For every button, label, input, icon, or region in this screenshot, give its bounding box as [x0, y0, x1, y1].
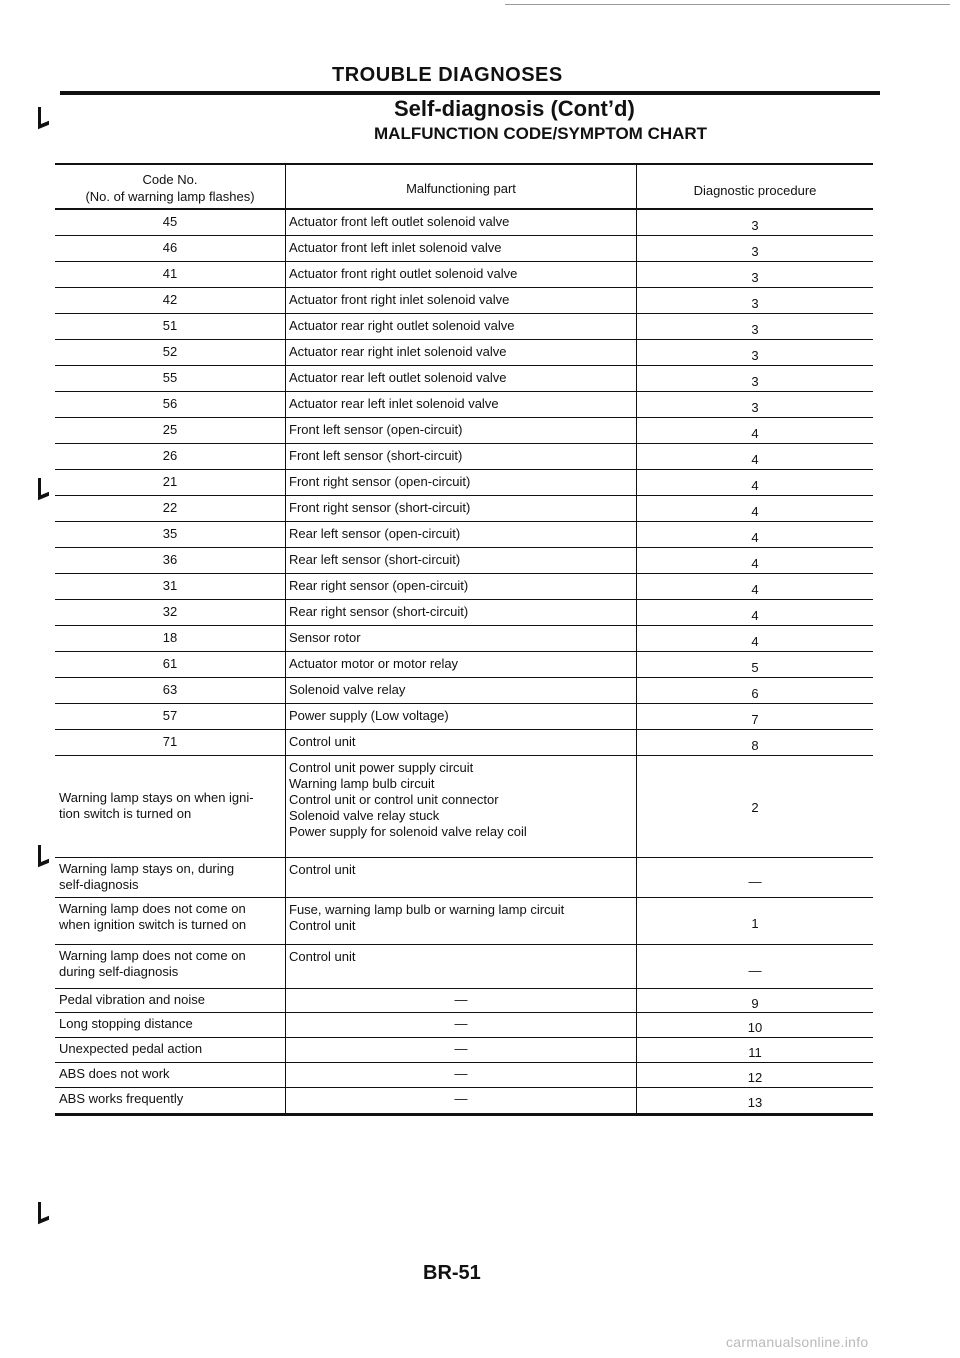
- code-number: 45: [55, 210, 286, 235]
- code-number: 46: [55, 236, 286, 261]
- code-number: 25: [55, 418, 286, 443]
- code-number: 56: [55, 392, 286, 417]
- diagnostic-procedure: 4: [751, 426, 759, 441]
- table-row: [55, 1088, 873, 1116]
- chart-title: MALFUNCTION CODE/SYMPTOM CHART: [374, 124, 708, 143]
- malfunctioning-part: Solenoid valve relay: [286, 678, 637, 703]
- symptom-label: Unexpected pedal action: [55, 1038, 286, 1062]
- symptom-label: Warning lamp does not come on when ignition switch is turned on: [55, 898, 286, 944]
- table-row: [55, 236, 873, 262]
- table-row: [55, 366, 873, 392]
- table-row: [55, 989, 873, 1013]
- header-rule: [60, 91, 880, 95]
- table-row: [55, 470, 873, 496]
- malfunctioning-part: —: [286, 1088, 637, 1113]
- diagnostic-procedure: 3: [751, 348, 759, 363]
- code-number: 51: [55, 314, 286, 339]
- code-number: 42: [55, 288, 286, 313]
- malfunctioning-part: Control unit: [286, 945, 637, 988]
- malfunctioning-part: Actuator front left outlet solenoid valve: [286, 210, 637, 235]
- table-row: [55, 1013, 873, 1038]
- diagnostic-procedure: 5: [751, 660, 759, 675]
- diagnostic-procedure: 11: [748, 1045, 762, 1060]
- top-edge-rule: [505, 4, 950, 5]
- table-row: [55, 262, 873, 288]
- diagnostic-procedure: 3: [751, 400, 759, 415]
- malfunctioning-part: Rear right sensor (open-circuit): [286, 574, 637, 599]
- subsection-title: Self-diagnosis (Cont’d): [394, 96, 635, 121]
- table-row: [55, 626, 873, 652]
- margin-revision-mark: [36, 1202, 50, 1224]
- diagnostic-procedure: 4: [751, 478, 759, 493]
- malfunctioning-part: Actuator rear right outlet solenoid valve: [286, 314, 637, 339]
- malfunctioning-part: Actuator motor or motor relay: [286, 652, 637, 677]
- diagnostic-procedure: 2: [751, 800, 759, 815]
- code-number: 26: [55, 444, 286, 469]
- malfunctioning-part: Actuator front left inlet solenoid valve: [286, 236, 637, 261]
- diagnostic-procedure: 3: [751, 374, 759, 389]
- diagnostic-procedure: —: [748, 963, 762, 978]
- section-title: TROUBLE DIAGNOSES: [332, 64, 563, 86]
- symptom-label: Warning lamp does not come on during self-diagnosis: [55, 945, 286, 988]
- diagnostic-procedure: 12: [747, 1070, 763, 1085]
- symptom-label: Warning lamp stays on when igni- tion switch is turned on: [55, 756, 286, 857]
- table-row: [55, 340, 873, 366]
- symptom-label: ABS works frequently: [55, 1088, 286, 1113]
- diagnostic-procedure: 4: [751, 582, 759, 597]
- malfunctioning-part: Sensor rotor: [286, 626, 637, 651]
- malfunction-code-table: [55, 163, 873, 1127]
- code-number: 57: [55, 704, 286, 729]
- symptom-label: ABS does not work: [55, 1063, 286, 1087]
- table-row: [55, 288, 873, 314]
- diagnostic-procedure: —: [748, 874, 762, 889]
- malfunctioning-part: Rear left sensor (short-circuit): [286, 548, 637, 573]
- diagnostic-procedure: 4: [751, 530, 759, 545]
- malfunctioning-part: Actuator front right inlet solenoid valve: [286, 288, 637, 313]
- table-row: [55, 548, 873, 574]
- table-row: [55, 704, 873, 730]
- malfunctioning-part: —: [286, 1063, 637, 1087]
- table-row: [55, 1063, 873, 1088]
- margin-revision-mark: [36, 845, 50, 867]
- code-number: 61: [55, 652, 286, 677]
- diagnostic-procedure: 4: [751, 504, 759, 519]
- code-number: 18: [55, 626, 286, 651]
- code-number: 41: [55, 262, 286, 287]
- table-row: [55, 730, 873, 756]
- malfunctioning-part: Front right sensor (short-circuit): [286, 496, 637, 521]
- table-row: [55, 574, 873, 600]
- page-number: BR-51: [423, 1262, 481, 1284]
- diagnostic-procedure: 9: [751, 996, 759, 1011]
- diagnostic-procedure: 3: [751, 296, 759, 311]
- symptom-label: Warning lamp stays on, during self-diagnosis: [55, 858, 286, 897]
- table-row: [55, 756, 873, 858]
- symptom-label: Pedal vibration and noise: [55, 989, 286, 1012]
- malfunctioning-part: Control unit: [286, 730, 637, 755]
- malfunctioning-part: Control unit: [286, 858, 637, 897]
- table-row: [55, 1038, 873, 1063]
- malfunctioning-part: Rear right sensor (short-circuit): [286, 600, 637, 625]
- watermark: carmanualsonline.info: [726, 1334, 869, 1350]
- malfunctioning-part: —: [286, 989, 637, 1012]
- code-number: 32: [55, 600, 286, 625]
- table-row: [55, 444, 873, 470]
- table-row: [55, 210, 873, 236]
- table-header-row: [55, 163, 873, 210]
- diagnostic-procedure: 7: [751, 712, 759, 727]
- malfunctioning-part: Actuator rear right inlet solenoid valve: [286, 340, 637, 365]
- malfunctioning-part: —: [286, 1038, 637, 1062]
- margin-revision-mark: [36, 107, 50, 129]
- malfunctioning-part: Actuator front right outlet solenoid valve: [286, 262, 637, 287]
- code-number: 52: [55, 340, 286, 365]
- table-row: [55, 678, 873, 704]
- diagnostic-procedure: 1: [751, 916, 759, 931]
- header-code: Code No. (No. of warning lamp flashes): [55, 165, 286, 208]
- diagnostic-procedure: 8: [751, 738, 759, 753]
- diagnostic-procedure: 4: [751, 556, 759, 571]
- malfunctioning-part: Front left sensor (open-circuit): [286, 418, 637, 443]
- code-number: 63: [55, 678, 286, 703]
- malfunctioning-part: Front left sensor (short-circuit): [286, 444, 637, 469]
- margin-revision-mark: [36, 478, 50, 500]
- table-row: [55, 522, 873, 548]
- code-number: 22: [55, 496, 286, 521]
- malfunctioning-part: Power supply (Low voltage): [286, 704, 637, 729]
- code-number: 35: [55, 522, 286, 547]
- malfunctioning-part: Actuator rear left inlet solenoid valve: [286, 392, 637, 417]
- diagnostic-procedure: 4: [751, 452, 759, 467]
- malfunctioning-part: —: [286, 1013, 637, 1037]
- table-row: [55, 652, 873, 678]
- diagnostic-procedure: 13: [747, 1095, 763, 1110]
- malfunctioning-part: Rear left sensor (open-circuit): [286, 522, 637, 547]
- malfunctioning-part: Front right sensor (open-circuit): [286, 470, 637, 495]
- code-number: 55: [55, 366, 286, 391]
- table-row: [55, 314, 873, 340]
- table-row: [55, 418, 873, 444]
- table-row: [55, 600, 873, 626]
- header-part: Malfunctioning part: [286, 165, 637, 208]
- page-header: [60, 64, 880, 150]
- table-row: [55, 858, 873, 898]
- code-number: 36: [55, 548, 286, 573]
- table-row: [55, 392, 873, 418]
- diagnostic-procedure: 3: [751, 270, 759, 285]
- table-row: [55, 496, 873, 522]
- malfunctioning-part: Fuse, warning lamp bulb or warning lamp circuit Control unit: [286, 898, 637, 944]
- malfunctioning-part: Control unit power supply circuit Warning lamp bulb circuit Control unit or control unit connector Solenoid valve relay stuck Power supply for solenoid valve relay coil: [286, 756, 637, 857]
- code-number: 21: [55, 470, 286, 495]
- diagnostic-procedure: 3: [751, 218, 759, 233]
- diagnostic-procedure: 10: [747, 1020, 763, 1035]
- code-number: 71: [55, 730, 286, 755]
- diagnostic-procedure: 3: [751, 244, 759, 259]
- symptom-label: Long stopping distance: [55, 1013, 286, 1037]
- diagnostic-procedure: 4: [751, 608, 759, 623]
- table-row: [55, 898, 873, 945]
- table-row: [55, 945, 873, 989]
- malfunctioning-part: Actuator rear left outlet solenoid valve: [286, 366, 637, 391]
- code-number: 31: [55, 574, 286, 599]
- diagnostic-procedure: 3: [751, 322, 759, 337]
- header-procedure: Diagnostic procedure: [693, 183, 817, 198]
- diagnostic-procedure: 6: [751, 686, 759, 701]
- diagnostic-procedure: 4: [751, 634, 759, 649]
